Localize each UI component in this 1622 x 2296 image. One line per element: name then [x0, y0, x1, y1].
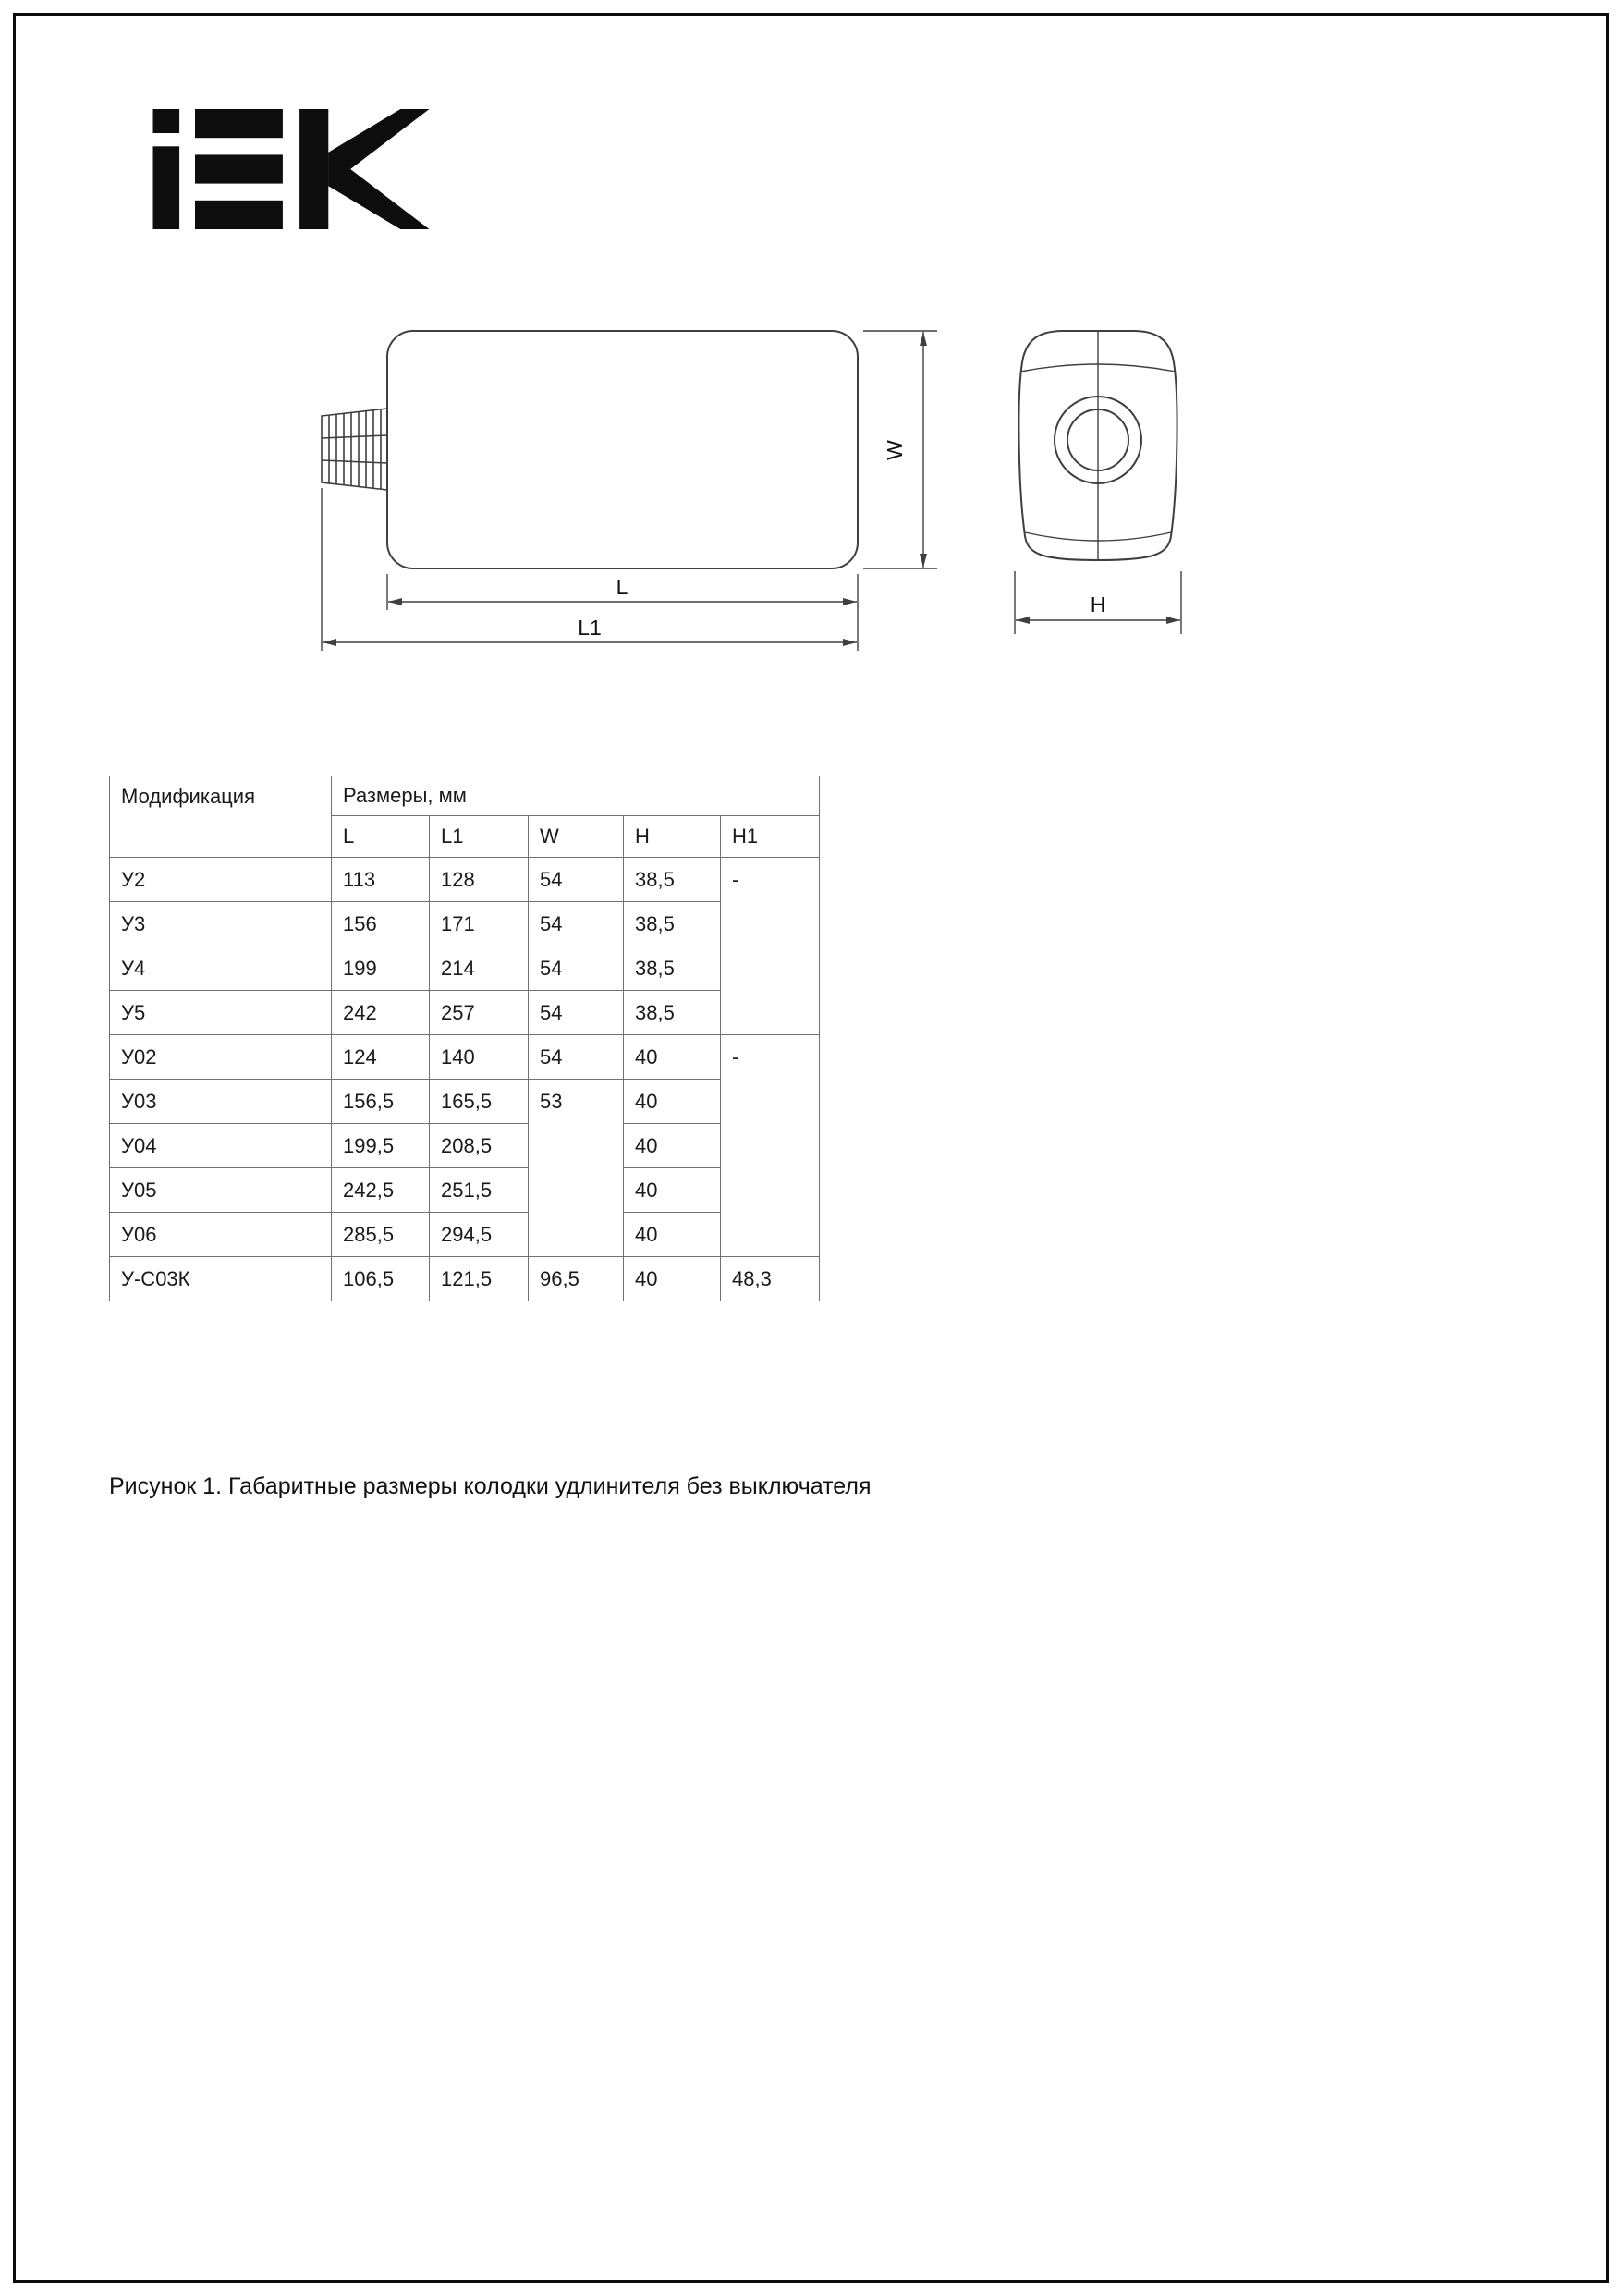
table-cell: 214	[430, 946, 529, 991]
table-cell: 40	[624, 1213, 721, 1257]
table-cell: -	[721, 858, 820, 1035]
table-cell: 53	[529, 1080, 624, 1257]
table-cell: У3	[110, 902, 332, 946]
table-cell: 165,5	[430, 1080, 529, 1124]
table-row	[110, 1213, 820, 1257]
table-cell: 208,5	[430, 1124, 529, 1168]
col-header-h1: H1	[721, 816, 820, 858]
table-cell: У-С03К	[110, 1257, 332, 1301]
table-row	[110, 902, 820, 946]
logo-k-stem	[299, 109, 328, 229]
table-cell: 96,5	[529, 1257, 624, 1301]
col-header-l: L	[332, 816, 430, 858]
table-cell: 128	[430, 858, 529, 902]
table-cell: 54	[529, 902, 624, 946]
table-row	[110, 1257, 820, 1301]
table-cell: У05	[110, 1168, 332, 1213]
logo-e-bar	[195, 109, 283, 138]
table-cell: У2	[110, 858, 332, 902]
table-cell: У02	[110, 1035, 332, 1080]
dim-label-h: H	[1090, 592, 1106, 617]
table-cell: 242	[332, 991, 430, 1035]
technical-drawing	[305, 314, 1220, 666]
table-cell: 40	[624, 1035, 721, 1080]
table-cell: 251,5	[430, 1168, 529, 1213]
table-cell: 285,5	[332, 1213, 430, 1257]
table-row	[110, 858, 820, 902]
table-cell: 106,5	[332, 1257, 430, 1301]
table-cell: У4	[110, 946, 332, 991]
table-cell: 124	[332, 1035, 430, 1080]
table-cell: 38,5	[624, 902, 721, 946]
table-cell: 40	[624, 1080, 721, 1124]
dim-label-l1: L1	[578, 616, 602, 640]
table-cell: 38,5	[624, 991, 721, 1035]
logo-e-bar	[195, 154, 283, 183]
dimensions-table	[109, 776, 820, 1301]
figure-caption: Рисунок 1. Габаритные размеры колодки удлинителя без выключателя	[109, 1473, 872, 1499]
table-cell: У06	[110, 1213, 332, 1257]
table-cell: 140	[430, 1035, 529, 1080]
table-cell: 171	[430, 902, 529, 946]
table-cell: 54	[529, 991, 624, 1035]
dim-label-w: W	[883, 440, 907, 460]
table-cell: 40	[624, 1257, 721, 1301]
table-cell: 40	[624, 1124, 721, 1168]
logo-i-stem	[153, 146, 180, 229]
table-cell: 54	[529, 858, 624, 902]
table-cell: У5	[110, 991, 332, 1035]
table-cell: 156,5	[332, 1080, 430, 1124]
logo-i-dot	[153, 109, 180, 133]
col-header-w: W	[529, 816, 624, 858]
table-cell: 294,5	[430, 1213, 529, 1257]
table-row	[110, 1035, 820, 1080]
dim-label-l: L	[616, 575, 628, 599]
table-row	[110, 1080, 820, 1124]
table-cell: У03	[110, 1080, 332, 1124]
table-cell: 48,3	[721, 1257, 820, 1301]
logo-k-lower-arm	[328, 153, 429, 229]
table-row	[110, 1124, 820, 1168]
table-cell: У04	[110, 1124, 332, 1168]
logo-e-bar	[195, 201, 283, 229]
table-cell: 242,5	[332, 1168, 430, 1213]
table-cell: 156	[332, 902, 430, 946]
table-cell: 54	[529, 946, 624, 991]
table-cell: 38,5	[624, 858, 721, 902]
dimension-lines	[322, 331, 1181, 651]
table-cell: 121,5	[430, 1257, 529, 1301]
cable-gland	[322, 409, 387, 490]
table-row	[110, 946, 820, 991]
col-header-h: H	[624, 816, 721, 858]
side-view	[1018, 331, 1177, 560]
table-cell: 257	[430, 991, 529, 1035]
top-view-body	[387, 331, 858, 568]
table-header-row	[110, 776, 820, 816]
table-row	[110, 1168, 820, 1213]
table-cell: 113	[332, 858, 430, 902]
col-header-l1: L1	[430, 816, 529, 858]
table-cell: 40	[624, 1168, 721, 1213]
table-cell: 199,5	[332, 1124, 430, 1168]
table-cell: 38,5	[624, 946, 721, 991]
col-header-dimensions: Размеры, мм	[332, 776, 820, 816]
table-cell: -	[721, 1035, 820, 1257]
col-header-modification: Модификация	[110, 776, 332, 858]
table-row	[110, 991, 820, 1035]
table-cell: 54	[529, 1035, 624, 1080]
iek-logo	[152, 109, 430, 229]
table-cell: 199	[332, 946, 430, 991]
